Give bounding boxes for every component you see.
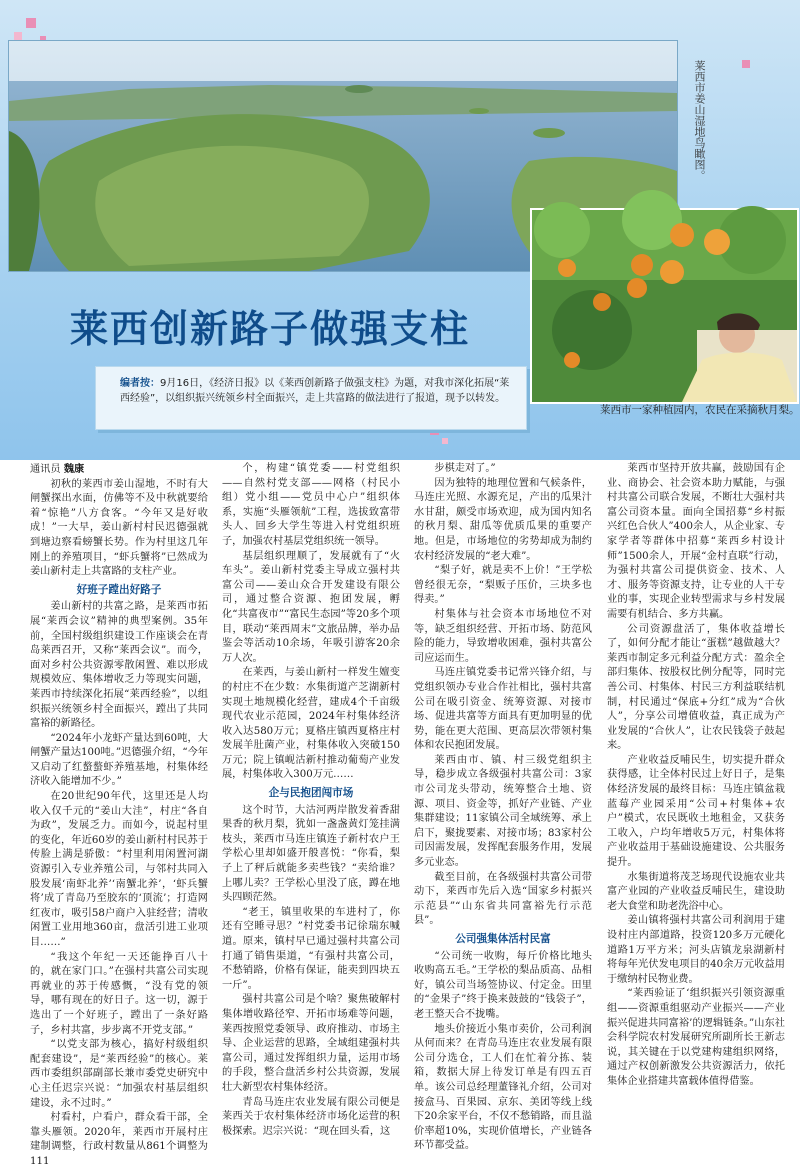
pear-photo-caption: 莱西市一家种植园内，农民在采摘秋月梨。 [600, 404, 800, 416]
paragraph: “莱西验证了‘组织振兴引领资源重组——资源重组驱动产业振兴——产业振兴促进共同富裕’的逻辑链条。”山东社会科学院农村发展研究所副所长王新志说，其关键在于以党建构建组织网络，通过产权创新激发公共资源活力，依托集体企业搭建共富载体值得借鉴。 [607, 988, 785, 1087]
paragraph: 在莱西，与姜山新村一样发生嬗变的村庄不在少数：水集街道产芝湖新村实现土地规模化经营，建成4个千亩级现代农业示范园，2024年村集体经济收入达580万元；夏格庄镇西夏格庄村发展羊肚菌产业，村集体收入突破150万元；院上镇岘沽新村推动葡萄产业发展，村集体收入300万元…… [222, 667, 400, 781]
article-column-2 [222, 462, 400, 1137]
paragraph: 这个时节，大沽河两岸散发着香甜果香的秋月梨，犹如一盏盏黄灯笼挂满枝头，莱西市马连庄镇连子新村农户王学松心里却如盛开般喜悦：“你看，梨子上了秤后就能多卖些钱？“卖给谁？上哪儿卖？王学松心里没了底，蹲在地头四顾茫然。 [222, 804, 400, 904]
paragraph: 截至目前，在各级强村共富公司带动下，莱西市先后入选“国家乡村振兴示范县”“山东省共同富裕先行示范县”。 [414, 871, 592, 927]
article-column-1 [30, 462, 208, 1167]
paragraph: 在20世纪90年代，这里还是人均收入仅千元的“姜山大洼”，村庄“各自为政”，发展乏力。而如今，说起村里的变化，年近60岁的姜山新村村民苏于传脸上满是骄傲：“村里利用闲置河湖资源引入专业养殖公司，与邻村共同入股发展‘南虾北养’‘南蟹北养’，‘虾兵蟹将’成了青岛乃至胶东的‘顶流’；打造网红夜市，吸引58户商户入驻经营；清收闲置工业用地360亩，盘活引进工业项目……” [30, 791, 208, 948]
paragraph: “老王，镇里收果的车进村了，你还有空睡寻思？”村党委书记徐瑞东喊道。原来，镇村早已通过强村共富公司打通了销售渠道，“有强村共富公司，不愁销路，价格有保证，能卖到四块五一斤”。 [222, 906, 400, 991]
byline-name: 魏康 [63, 463, 85, 475]
paragraph: “公司统一收购，每斤价格比地头收购高五毛。”王学松的梨品质高、品相好，镇公司当场签协议、付定金。田里的“金果子”终于换来鼓鼓的“钱袋子”，老王整天合不拢嘴。 [414, 950, 592, 1020]
decorative-square [26, 18, 36, 28]
section-heading: 好班子蹚出好路子 [76, 583, 162, 596]
paragraph: 村看村，户看户，群众看干部，全靠头雁领。2020年，莱西市开展村庄建制调整，行政村数量从861个调整为111 [30, 1112, 208, 1167]
decorative-square [442, 438, 448, 444]
editor-note-box [95, 366, 527, 430]
paragraph: 公司资源盘活了，集体收益增长了，如何分配才能让“蛋糕”越做越大？莱西市制定多元利益分配方式：盈余全部归集体、按股权比例分配等，同时完善公司、村集体、村民三方利益联结机制，村民通过“保底+分红”成为“合伙人”，分享公司增值收益，真正成为产业发展的“合伙人”，让农民钱袋子鼓起来。 [607, 623, 785, 752]
paragraph: 马连庄镇党委书记常兴锋介绍，与党组织领办专业合作社相比，强村共富公司在吸引资金、统筹资源、对接市场、促进共富等方面具有更加明显的优势，能在更大范围、更高层次带领村集体和农民抱团发展。 [414, 667, 592, 752]
decorative-square [742, 60, 750, 68]
article-title: 莱西创新路子做强支柱 [70, 307, 471, 351]
paragraph: 强村共富公司是个啥？聚焦破解村集体增收路径窄、开拓市场难等问题，莱西按照党委领导、政府推动、市场主导、企业运营的思路，全域组建强村共富公司，通过发挥组织力量，运用市场的手段，整合盘活乡村公共资源，发展壮大新型农村集体经济。 [222, 994, 400, 1093]
paragraph: 初秋的莱西市姜山湿地，不时有大闸蟹探出水面，仿佛等不及中秋就要给着“惊艳”八方食客。“今年又是好收成！”一大早，姜山新村村民迟德强就到塘边察看螃蟹长势。作为村里这几年刚上的养殖项目，“虾兵蟹将”已然成为姜山新村走上共富路的支柱产业。 [30, 478, 208, 578]
paragraph: 姜山新村的共富之路，是莱西市拓展“莱西会议”精神的典型案例。35年前，全国村级组织建设工作座谈会在青岛莱西召开，又称“莱西会议”。而今，面对乡村公共资源零散闲置、难以形成规模效应、集体增收乏力等现实问题，莱西市持续深化拓展“莱西经验”，以组织振兴统领乡村全面振兴，蹚出了共同富裕的新路径。 [30, 601, 208, 730]
pear-harvest-photo [530, 208, 799, 404]
paragraph: 姜山镇将强村共富公司利润用于建设村庄内部道路，投资120多万元硬化道路1万平方米；河头店镇龙泉湖新村将每年光伏发电项目的40余万元收益用于缴纳村民物业费。 [607, 915, 785, 985]
paragraph: 地头价接近小集市卖价，公司利润从何而来？在青岛马连庄农业发展有限公司分选仓，工人们在忙着分拣、装箱，数据大屏上待发订单是有四五百单。该公司总经理董锋礼介绍，公司对接盒马、百果园、京东、美团等线上线下20余家平台，不仅不愁销路，而且溢价率超10%，实现价值增长，产业链各环节都受益。 [414, 1023, 592, 1152]
paragraph: 莱西市坚持开放共赢，鼓励国有企业、商协会、社会资本助力赋能，与强村共富公司联合发展，不断壮大强村共富公司资本量。面向全国招募“乡村振兴红色合伙人”400余人，从企业家、专家学者等群体中招募“莱西乡村设计师”1500余人，开展“金村直联”行动，为强村共富公司提供资金、技术、人才、服务等资源支持，让专业的人干专业的事，实现企业转型需求与乡村发展需要有机结合、多方共赢。 [607, 463, 785, 620]
paragraph: 因为独特的地理位置和气候条件，马连庄光照、水源充足，产出的瓜果汁水甘甜，颇受市场欢迎，成为国内知名的秋月梨、甜瓜等优质瓜果的重要产地。但是，市场地位的劣势却成为制约农村经济发展的“老大难”。 [414, 477, 592, 562]
paragraph: 水集街道将茂芝场现代设施农业共富产业园的产业收益反哺民生，建设助老大食堂和助老洗浴中心。 [607, 871, 785, 912]
paragraph: 个，构建“镇党委——村党组织——自然村党支部——网格（村民小组）党小组——党员中心户”组织体系，实施“头雁领航”工程，选拔致富带头人、回乡大学生等进入村党组织班子，加强农村基层党组织统一领导。 [222, 463, 400, 547]
paragraph: 步棋走对了。” [434, 463, 496, 474]
paragraph: “我这个年纪一天还能挣百八十的，就在家门口。”在强村共富公司实现再就业的苏于传感慨，“没有党的领导，哪有现在的好日子。这一切，源于选出了一个好班子，蹚出了一条好路子，乡村共富，步步离不开党支部。” [30, 951, 208, 1036]
paragraph: 莱西由市、镇、村三级党组织主导，稳步成立各级强村共富公司：3家市公司龙头带动，统筹整合土地、资源、项目、资金等，抓好产业链、产业集群建设；11家镇公司全域统筹、承上启下，聚拢要素、对接市场；83家村公司因需发展，发挥配套服务作用，发展多元业态。 [414, 754, 592, 869]
byline-prefix: 通讯员 [30, 464, 61, 475]
paragraph: 村集体与社会资本市场地位不对等，缺乏组织经营、开拓市场、防范风险的能力，导致增收困难，强村共富公司应运而生。 [414, 608, 592, 664]
paragraph: “2024年小龙虾产量达到60吨，大闸蟹产量达100吨。”迟德强介绍，“今年又启动了红螯螯虾养殖基地，村集体经济收入能增加不少。” [30, 732, 208, 788]
article-column-4 [607, 462, 785, 1134]
paragraph: 基层组织理顺了，发展就有了“火车头”。姜山新村党委主导成立强村共富公司——姜山众合开发建设有限公司，通过整合资源、抱团发展，孵化“共富夜市”“富民生态园”等20多个项目，联动“莱西周末”文旅品牌，举办品鉴会等活动10余场，年吸引游客20余万人次。 [222, 550, 400, 664]
article-body [22, 462, 790, 1167]
editor-note-label: 编者按： [120, 378, 160, 389]
paragraph: 青岛马连庄农业发展有限公司便是莱西关于农村集体经济市场化运营的积极探索。迟宗兴说：“现在回头看，这 [222, 1096, 400, 1137]
paragraph: 产业收益反哺民生，切实提升群众获得感，让全体村民过上好日子，是集体经济发展的最终目标：马连庄镇盆栽蓝莓产业园采用“公司+村集体+农户”模式，农民既收土地租金，又获务工收入，户均年增收5万元，村集体将产业收益用于基础设施建设、公共服务提升。 [607, 754, 785, 869]
section-heading: 企与民抱团闯市场 [268, 787, 354, 800]
wetland-photo-caption: 莱西市姜山湿地鸟瞰图。 [693, 60, 706, 181]
decorative-square [14, 32, 22, 40]
editor-note-text: 9月16日，《经济日报》以《莱西创新路子做强支柱》为题，对我市深化拓展“莱西经验”，以组织振兴统领乡村全面振兴，走上共富路的做法进行了报道，现予以转发。 [120, 378, 510, 404]
byline [30, 462, 208, 478]
header-banner [0, 0, 800, 460]
editor-note [120, 376, 514, 406]
article-column-3 [414, 462, 592, 1152]
paragraph: “梨子好，就是卖不上价！”王学松曾经很无奈，“梨贩子压价，三块多也得卖。” [414, 565, 592, 606]
section-heading: 公司强集体活村民富 [455, 933, 551, 945]
paragraph: “以党支部为核心，搞好村级组织配套建设”，是“莱西经验”的核心。莱西市委组织部副部长兼市委党史研究中心主任迟宗兴说：“加强农村基层组织建设，永不过时。” [30, 1039, 208, 1109]
